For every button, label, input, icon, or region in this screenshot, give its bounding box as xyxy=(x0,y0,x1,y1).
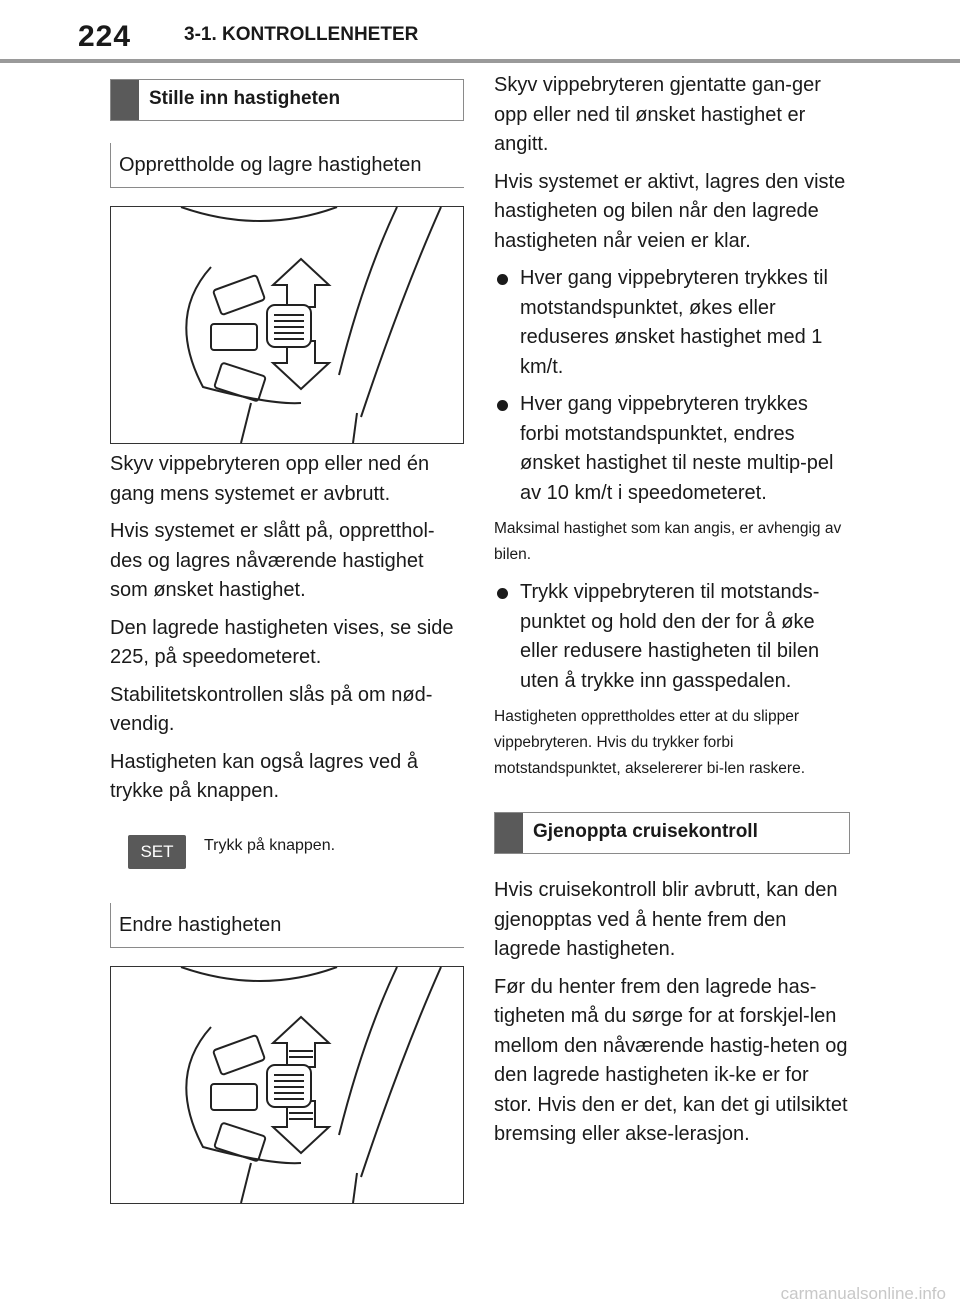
paragraph: Hastigheten kan også lagres ved å trykke på knappen. xyxy=(110,750,418,802)
set-note: Trykk på knappen. xyxy=(204,836,336,854)
paragraph: Skyv vippebryteren opp eller ned én gang mens systemet er avbrutt. xyxy=(110,453,430,505)
paragraph: Stabilitetskontrollen slås på om nød-vendig. xyxy=(110,683,433,735)
rocker-switch-up-down-illustration xyxy=(111,207,463,443)
subheading-change-speed: Endre hastigheten xyxy=(110,903,464,948)
page-number: 224 xyxy=(78,20,132,53)
bullet-dot-icon xyxy=(497,400,508,411)
bullet-dot-icon xyxy=(497,274,508,285)
bullet-item: Trykk vippebryteren til motstands-punktet og hold den der for å øke eller redusere hastigheten til bilen uten å trykke inn gasspedalen. xyxy=(494,578,850,696)
bullet-item: Hver gang vippebryteren trykkes til motstandspunktet, økes eller reduseres ønsket hastighet med 1 km/t. xyxy=(494,264,850,382)
bullet-list xyxy=(494,578,850,696)
paragraph: Hvis systemet er aktivt, lagres den viste hastigheten og bilen når den lagrede hastigheten når veien er klar. xyxy=(494,170,846,252)
left-column xyxy=(110,79,464,1210)
section-heading-bar xyxy=(495,813,523,853)
section-heading-set-speed xyxy=(110,79,464,121)
bullet-dot-icon xyxy=(497,588,508,599)
subheading-maintain-speed: Opprettholde og lagre hastigheten xyxy=(110,143,464,188)
bullet-item: Hver gang vippebryteren trykkes forbi motstandspunktet, endres ønsket hastighet til neste multip-pel av 10 km/t i speedometeret. xyxy=(494,390,850,508)
section-heading-resume xyxy=(494,812,850,854)
set-button-icon: SET xyxy=(128,835,186,869)
set-instruction xyxy=(128,835,464,869)
paragraph: Skyv vippebryteren gjentatte gan-ger opp eller ned til ønsket hastighet er angitt. xyxy=(494,74,821,155)
rocker-switch-beyond-illustration xyxy=(111,967,463,1203)
chapter-title: 3-1. KONTROLLENHETER xyxy=(184,24,419,45)
section-heading-bar xyxy=(111,80,139,120)
steering-wheel-illustration-1 xyxy=(110,206,464,444)
note: Hastigheten opprettholdes etter at du slipper vippebryteren. Hvis du trykker forbi motstandspunktet, akselererer bi-len raskere. xyxy=(494,708,806,777)
footer-watermark: carmanualsonline.info xyxy=(780,1284,946,1303)
steering-wheel-illustration-2 xyxy=(110,966,464,1204)
note: Maksimal hastighet som kan angis, er avhengig av bilen. xyxy=(494,520,842,563)
paragraph: Hvis systemet er slått på, oppretthol-des og lagres nåværende hastighet som ønsket hastighet. xyxy=(110,520,435,601)
section-heading-title: Stille inn hastigheten xyxy=(149,88,341,109)
right-column xyxy=(494,71,850,1158)
section-heading-title: Gjenoppta cruisekontroll xyxy=(533,821,758,842)
bullet-list xyxy=(494,264,850,508)
paragraph: Den lagrede hastigheten vises, se side 225, på speedometeret. xyxy=(110,616,454,668)
page-header xyxy=(0,0,960,66)
paragraph: Før du henter frem den lagrede has-tigheten må du sørge for at forskjel-len mellom den nåværende hastig-heten og den lagrede hastigheten ik-ke er for stor. Hvis den er det, kan det gi utilsiktet bremsing eller akse-lerasjon. xyxy=(494,975,848,1145)
header-rule xyxy=(0,59,960,63)
paragraph: Hvis cruisekontroll blir avbrutt, kan den gjenopptas ved å hente frem den lagrede hastigheten. xyxy=(494,879,838,960)
